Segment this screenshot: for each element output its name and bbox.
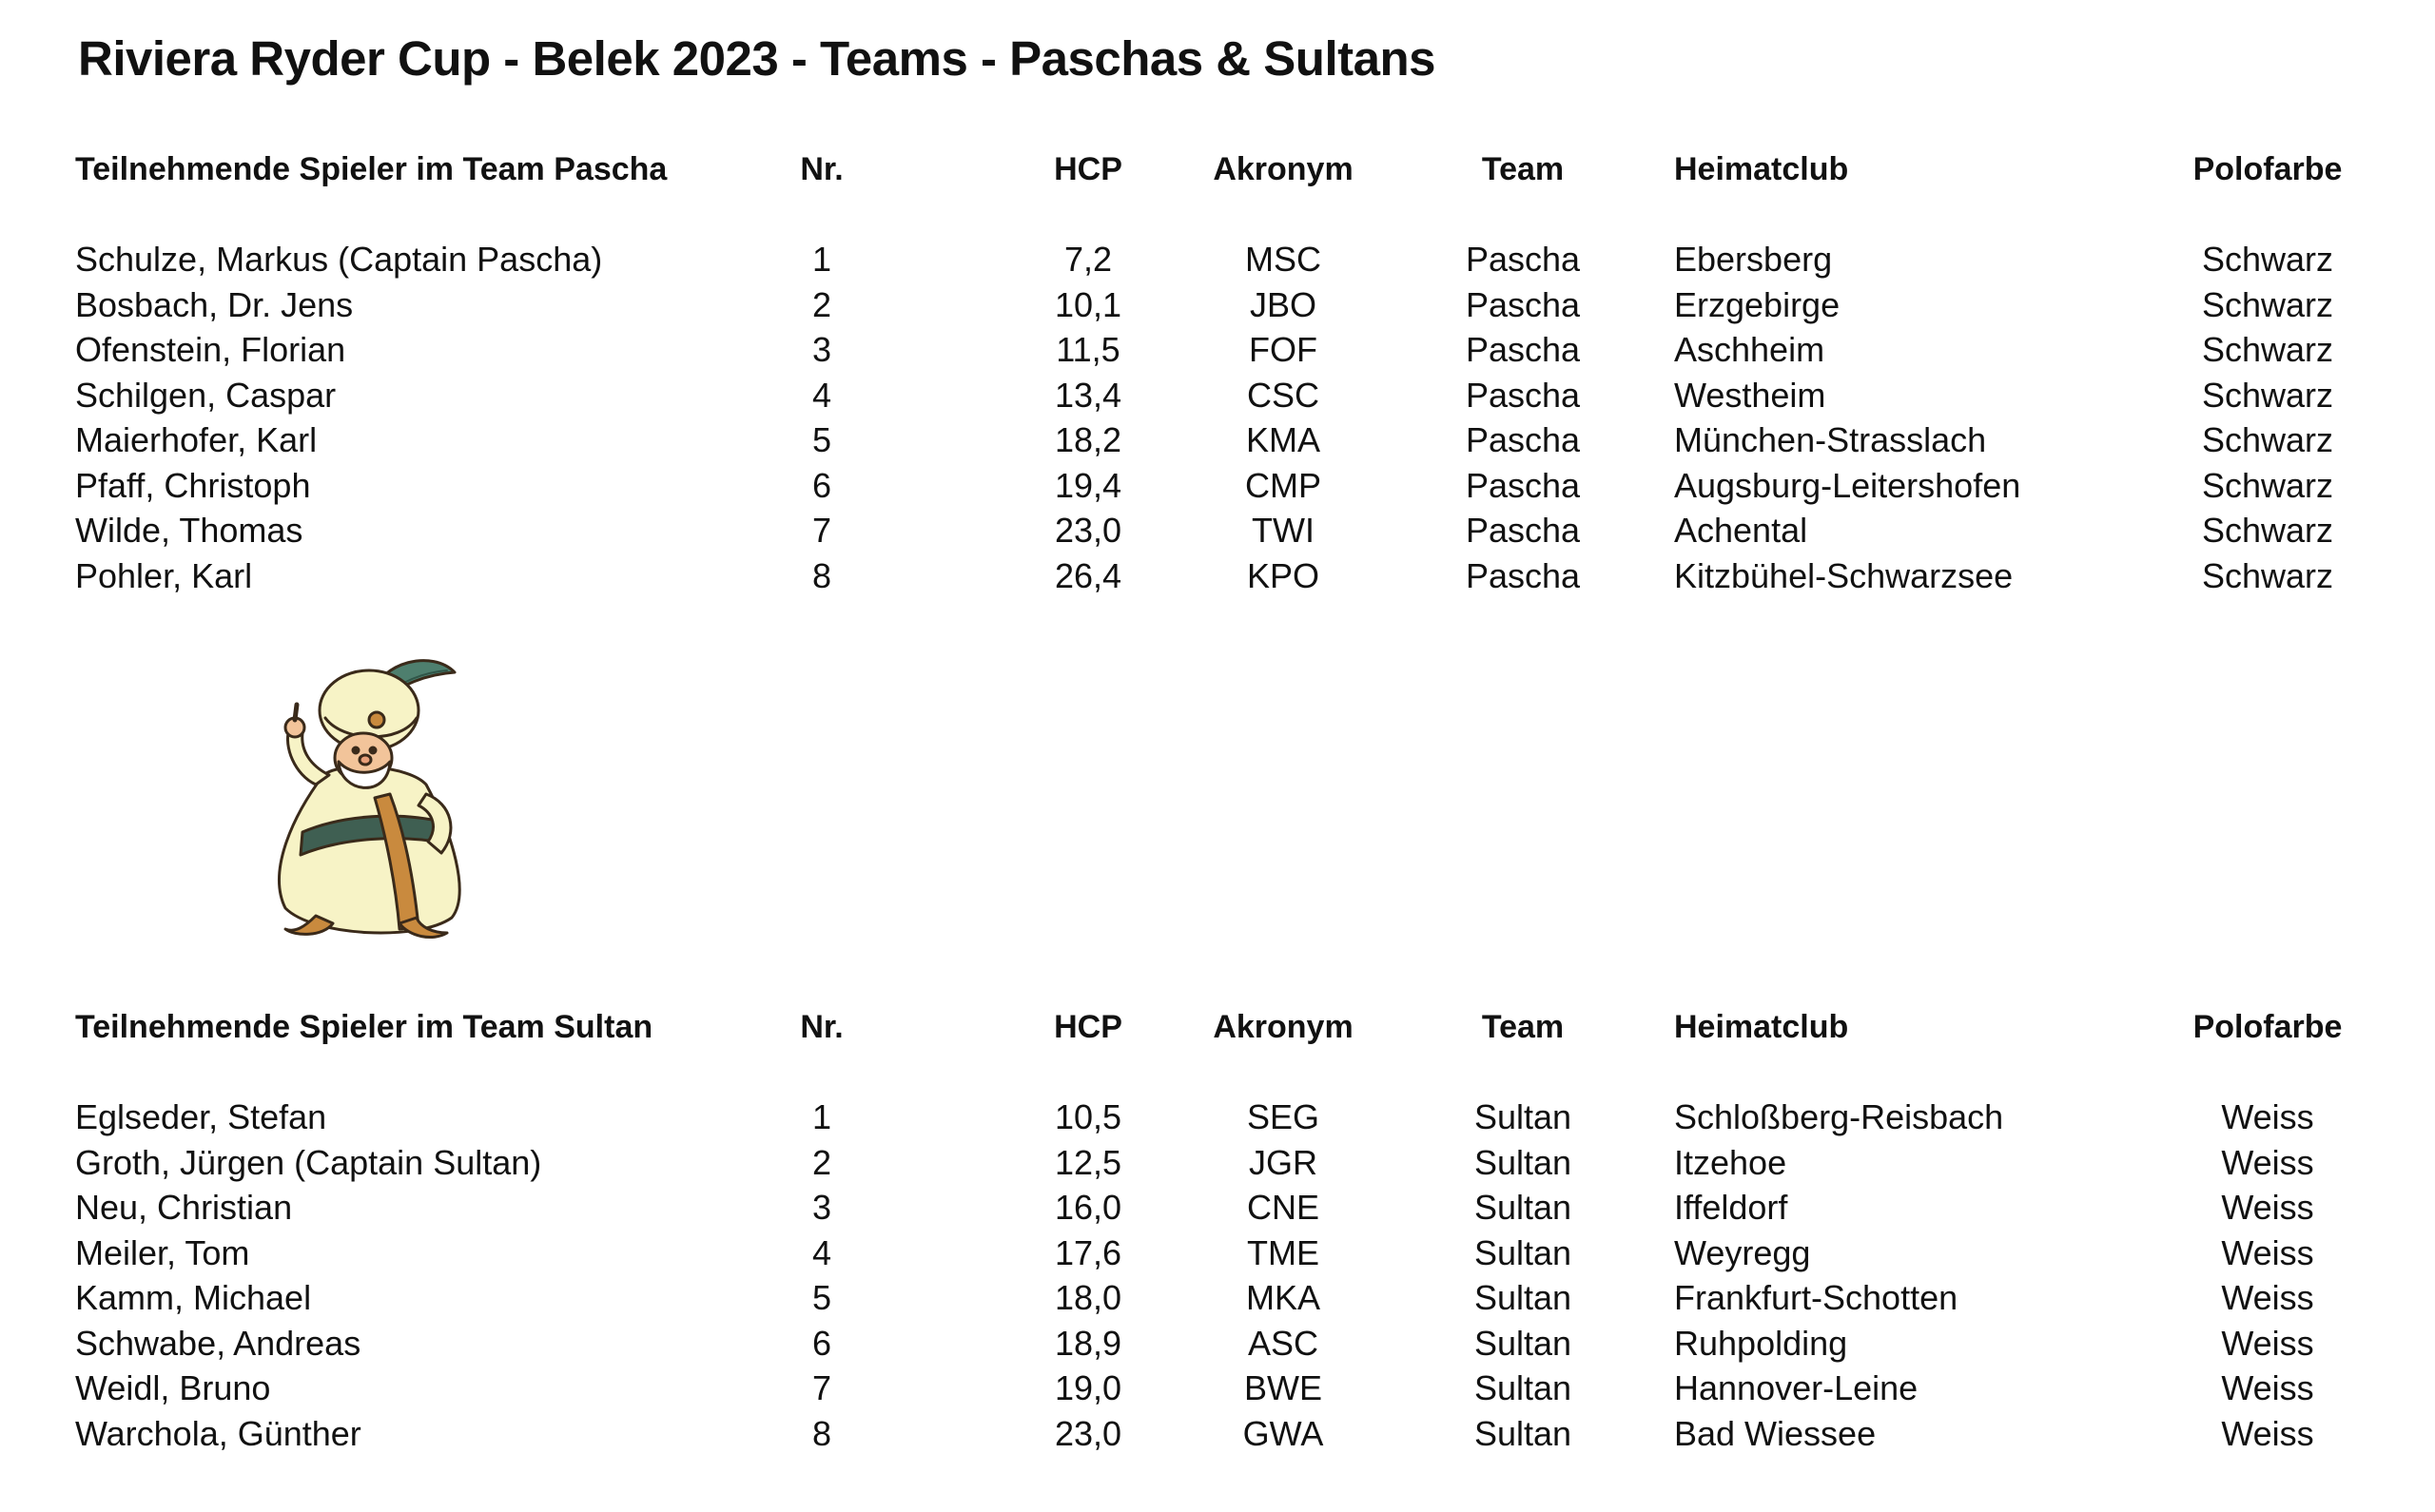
player-name: Schilgen, Caspar	[75, 375, 337, 415]
player-hcp: 18,9	[1054, 1323, 1122, 1363]
table-row	[0, 1185, 2435, 1231]
player-team: Pascha	[1465, 284, 1581, 324]
table-row	[0, 1275, 2435, 1321]
column-header-akronym: Akronym	[1213, 1009, 1354, 1045]
player-polofarbe: Schwarz	[2201, 555, 2334, 595]
player-nr: 5	[811, 420, 832, 459]
player-name: Eglseder, Stefan	[75, 1097, 327, 1136]
pascha-section-header: Teilnehmende Spieler im Team Pascha	[75, 151, 668, 187]
player-hcp: 10,1	[1054, 284, 1122, 324]
column-header-team: Team	[1481, 1009, 1565, 1045]
page-title: Riviera Ryder Cup - Belek 2023 - Teams - Paschas & Sultans	[78, 31, 1435, 86]
player-akronym: JBO	[1249, 284, 1316, 324]
player-heimatclub: Ebersberg	[1674, 240, 1833, 279]
player-heimatclub: Augsburg-Leitershofen	[1674, 465, 2021, 505]
player-nr: 7	[811, 1368, 832, 1407]
table-row	[0, 553, 2435, 599]
player-heimatclub: Hannover-Leine	[1674, 1368, 1919, 1407]
table-row	[0, 237, 2435, 282]
table-row	[0, 417, 2435, 463]
table-row	[0, 1140, 2435, 1186]
column-header-heimatclub: Heimatclub	[1674, 151, 1849, 187]
player-akronym: FOF	[1249, 330, 1317, 369]
player-nr: 8	[811, 555, 832, 595]
player-polofarbe: Weiss	[2221, 1097, 2314, 1136]
player-hcp: 11,5	[1056, 330, 1120, 369]
player-nr: 1	[811, 1097, 832, 1136]
player-akronym: MKA	[1245, 1278, 1320, 1317]
player-nr: 6	[811, 1323, 832, 1363]
player-heimatclub: Erzgebirge	[1674, 284, 1841, 324]
player-name: Warchola, Günther	[75, 1413, 361, 1453]
player-team: Pascha	[1465, 330, 1581, 369]
player-akronym: TME	[1247, 1232, 1319, 1272]
player-name: Schulze, Markus (Captain Pascha)	[75, 240, 603, 279]
column-header-polofarbe: Polofarbe	[2192, 151, 2343, 187]
player-nr: 3	[811, 1188, 832, 1227]
player-hcp: 7,2	[1063, 240, 1113, 279]
player-akronym: SEG	[1246, 1097, 1320, 1136]
player-polofarbe: Weiss	[2221, 1323, 2314, 1363]
player-name: Kamm, Michael	[75, 1278, 312, 1317]
player-hcp: 19,0	[1054, 1368, 1122, 1407]
player-polofarbe: Weiss	[2221, 1232, 2314, 1272]
player-team: Pascha	[1465, 240, 1581, 279]
player-heimatclub: Aschheim	[1674, 330, 1825, 369]
player-team: Sultan	[1473, 1097, 1572, 1136]
player-polofarbe: Weiss	[2221, 1188, 2314, 1227]
player-heimatclub: Weyregg	[1674, 1232, 1811, 1272]
player-team: Sultan	[1473, 1323, 1572, 1363]
player-polofarbe: Schwarz	[2201, 240, 2334, 279]
pascha-header-row	[0, 146, 2435, 192]
player-polofarbe: Weiss	[2221, 1413, 2314, 1453]
player-nr: 2	[811, 284, 832, 324]
player-akronym: BWE	[1243, 1368, 1322, 1407]
player-polofarbe: Schwarz	[2201, 330, 2334, 369]
player-team: Sultan	[1473, 1368, 1572, 1407]
column-header-akronym: Akronym	[1213, 151, 1354, 187]
player-name: Maierhofer, Karl	[75, 420, 318, 459]
column-header-polofarbe: Polofarbe	[2192, 1009, 2343, 1045]
player-hcp: 18,2	[1054, 420, 1122, 459]
player-polofarbe: Schwarz	[2201, 465, 2334, 505]
player-akronym: KMA	[1245, 420, 1320, 459]
player-hcp: 17,6	[1054, 1232, 1122, 1272]
player-team: Sultan	[1473, 1413, 1572, 1453]
player-polofarbe: Schwarz	[2201, 375, 2334, 415]
player-name: Pohler, Karl	[75, 555, 253, 595]
column-header-nr: Nr.	[800, 1009, 844, 1045]
table-row	[0, 1231, 2435, 1276]
player-nr: 8	[811, 1413, 832, 1453]
player-akronym: GWA	[1242, 1413, 1324, 1453]
player-name: Neu, Christian	[75, 1188, 293, 1227]
player-team: Sultan	[1473, 1278, 1572, 1317]
player-team: Pascha	[1465, 555, 1581, 595]
player-heimatclub: Westheim	[1674, 375, 1826, 415]
player-hcp: 13,4	[1054, 375, 1122, 415]
column-header-hcp: HCP	[1054, 1009, 1122, 1045]
player-nr: 7	[811, 511, 832, 550]
column-header-hcp: HCP	[1054, 151, 1122, 187]
player-polofarbe: Weiss	[2221, 1278, 2314, 1317]
table-row	[0, 1095, 2435, 1140]
player-akronym: MSC	[1245, 240, 1321, 279]
player-polofarbe: Schwarz	[2201, 511, 2334, 550]
player-team: Sultan	[1473, 1188, 1572, 1227]
player-nr: 3	[811, 330, 832, 369]
player-polofarbe: Schwarz	[2201, 284, 2334, 324]
player-polofarbe: Weiss	[2221, 1142, 2314, 1182]
player-hcp: 26,4	[1054, 555, 1122, 595]
player-heimatclub: Schloßberg-Reisbach	[1674, 1097, 2004, 1136]
player-polofarbe: Schwarz	[2201, 420, 2334, 459]
player-team: Sultan	[1473, 1142, 1572, 1182]
player-heimatclub: Ruhpolding	[1674, 1323, 1848, 1363]
player-nr: 2	[811, 1142, 832, 1182]
table-row	[0, 373, 2435, 418]
player-nr: 1	[811, 240, 832, 279]
player-akronym: KPO	[1246, 555, 1320, 595]
player-akronym: ASC	[1247, 1323, 1319, 1363]
player-nr: 6	[811, 465, 832, 505]
player-heimatclub: Achental	[1674, 511, 1808, 550]
sultan-header-row	[0, 1004, 2435, 1050]
player-name: Groth, Jürgen (Captain Sultan)	[75, 1142, 542, 1182]
player-hcp: 10,5	[1054, 1097, 1122, 1136]
table-row	[0, 327, 2435, 373]
player-name: Bosbach, Dr. Jens	[75, 284, 354, 324]
player-team: Pascha	[1465, 420, 1581, 459]
player-team: Pascha	[1465, 465, 1581, 505]
player-name: Ofenstein, Florian	[75, 330, 346, 369]
table-row	[0, 508, 2435, 553]
table-row	[0, 1411, 2435, 1457]
column-header-heimatclub: Heimatclub	[1674, 1009, 1849, 1045]
player-akronym: CMP	[1245, 465, 1321, 505]
column-header-nr: Nr.	[800, 151, 844, 187]
player-hcp: 23,0	[1054, 511, 1122, 550]
player-heimatclub: Iffeldorf	[1674, 1188, 1788, 1227]
player-akronym: CSC	[1246, 375, 1319, 415]
column-header-team: Team	[1481, 151, 1565, 187]
player-polofarbe: Weiss	[2221, 1368, 2314, 1407]
player-akronym: TWI	[1252, 511, 1315, 550]
sultan-section-header: Teilnehmende Spieler im Team Sultan	[75, 1009, 653, 1045]
player-hcp: 12,5	[1054, 1142, 1122, 1182]
player-akronym: JGR	[1249, 1142, 1317, 1182]
player-heimatclub: Bad Wiessee	[1674, 1413, 1877, 1453]
table-row	[0, 1321, 2435, 1367]
player-hcp: 16,0	[1054, 1188, 1122, 1227]
player-nr: 5	[811, 1278, 832, 1317]
player-nr: 4	[811, 1232, 832, 1272]
player-heimatclub: München-Strasslach	[1674, 420, 1987, 459]
player-heimatclub: Kitzbühel-Schwarzsee	[1674, 555, 2014, 595]
player-name: Weidl, Bruno	[75, 1368, 271, 1407]
table-row	[0, 1366, 2435, 1411]
player-hcp: 23,0	[1054, 1413, 1122, 1453]
player-heimatclub: Frankfurt-Schotten	[1674, 1278, 1958, 1317]
table-row	[0, 463, 2435, 509]
player-name: Schwabe, Andreas	[75, 1323, 361, 1363]
player-team: Pascha	[1465, 511, 1581, 550]
table-row	[0, 282, 2435, 328]
player-name: Wilde, Thomas	[75, 511, 303, 550]
player-hcp: 19,4	[1054, 465, 1122, 505]
pascha-mascot-illustration	[257, 651, 485, 946]
player-team: Pascha	[1465, 375, 1581, 415]
player-team: Sultan	[1473, 1232, 1572, 1272]
player-name: Meiler, Tom	[75, 1232, 250, 1272]
player-hcp: 18,0	[1054, 1278, 1122, 1317]
player-heimatclub: Itzehoe	[1674, 1142, 1787, 1182]
player-nr: 4	[811, 375, 832, 415]
player-name: Pfaff, Christoph	[75, 465, 311, 505]
player-akronym: CNE	[1246, 1188, 1319, 1227]
